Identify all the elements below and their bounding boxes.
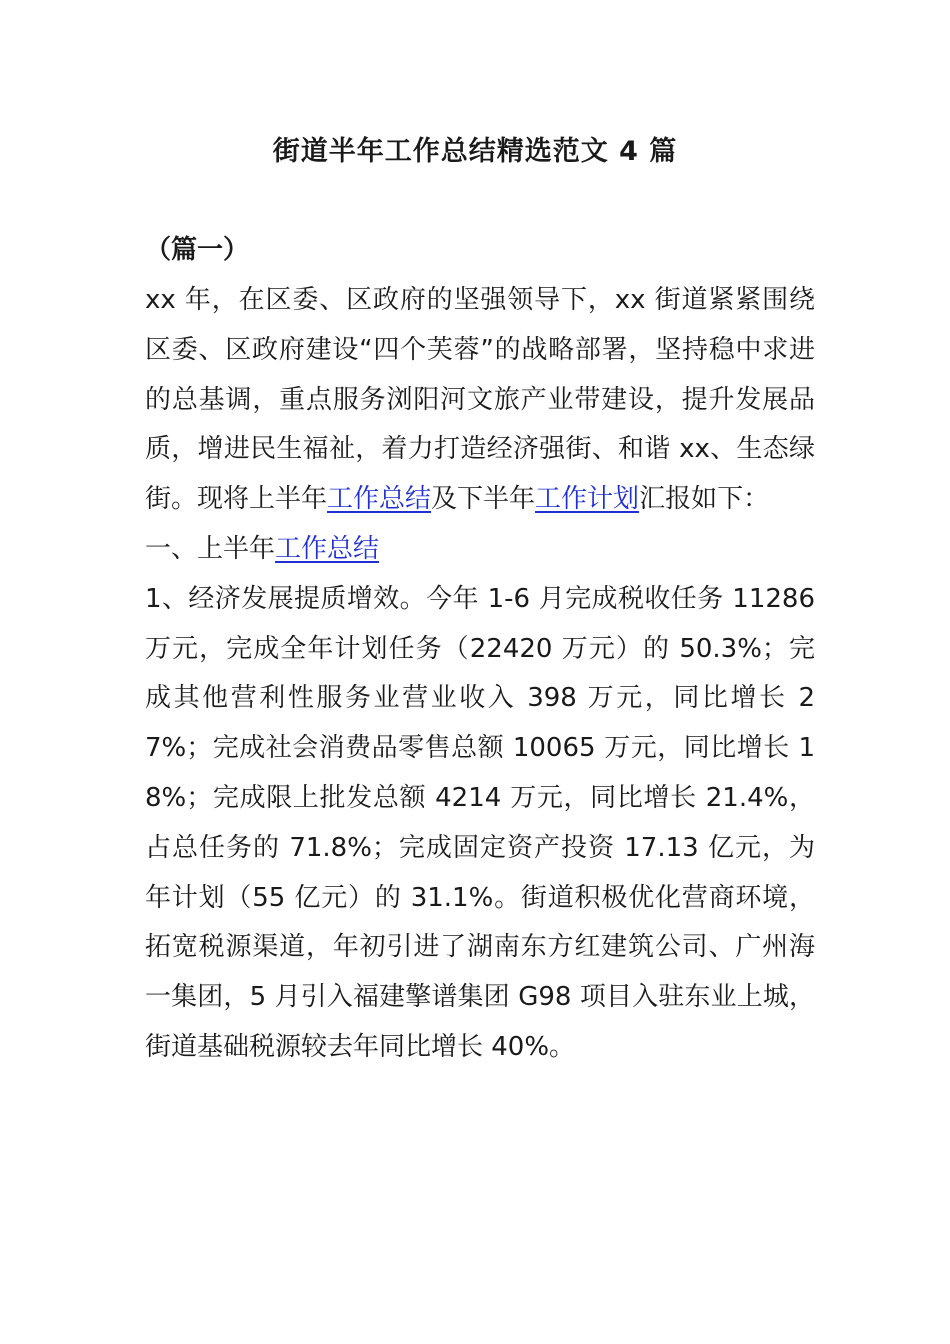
section-label: （篇一）	[145, 235, 250, 265]
heading-work-summary-link[interactable]: 工作总结	[275, 533, 380, 564]
economic-paragraph: 1、经济发展提质增效。今年 1-6 月完成税收任务 11286 万元，完成全年计划任务（22420 万元）的 50.3%；完成其他营利性服务业营业收入 398 万元，同比增长 27%；完成社会消费品零售总额 10065 万元，同比增长 18%；完成限上批发总额 4214 万元，同比增长 21.4%，占总任务的 71.8%；完成固定资产投资 17.13 亿元，为年计划（55 亿元）的 31.1%。街道积极优化营商环境，拓宽税源渠道，年初引进了湖南东方红建筑公司、广州海一集团，5 月引入福建擎谱集团 G98 项目入驻东业上城，街道基础税源较去年同比增长 40%。	[145, 583, 815, 1062]
section-heading-1	[145, 525, 815, 575]
intro-text-end: 汇报如下：	[639, 484, 770, 515]
document-title: 街道半年工作总结精选范文 4 篇	[272, 136, 678, 167]
section-heading-prefix: 一、上半年	[145, 533, 276, 564]
intro-text: xx 年，在区委、区政府的坚强领导下，xx 街道紧紧围绕区委、区政府建设“四个芙蓉”的战略部署，坚持稳中求进的总基调，重点服务浏阳河文旅产业带建设，提升发展品质，增进民生福祉，着力打造经济强街、和谐 xx、生态绿街。现将上半年	[145, 285, 815, 515]
document-body	[145, 276, 815, 1073]
intro-paragraph	[145, 276, 815, 525]
work-summary-link[interactable]: 工作总结	[327, 484, 432, 515]
intro-text-between: 及下半年	[431, 484, 536, 515]
work-plan-link[interactable]: 工作计划	[535, 484, 640, 515]
